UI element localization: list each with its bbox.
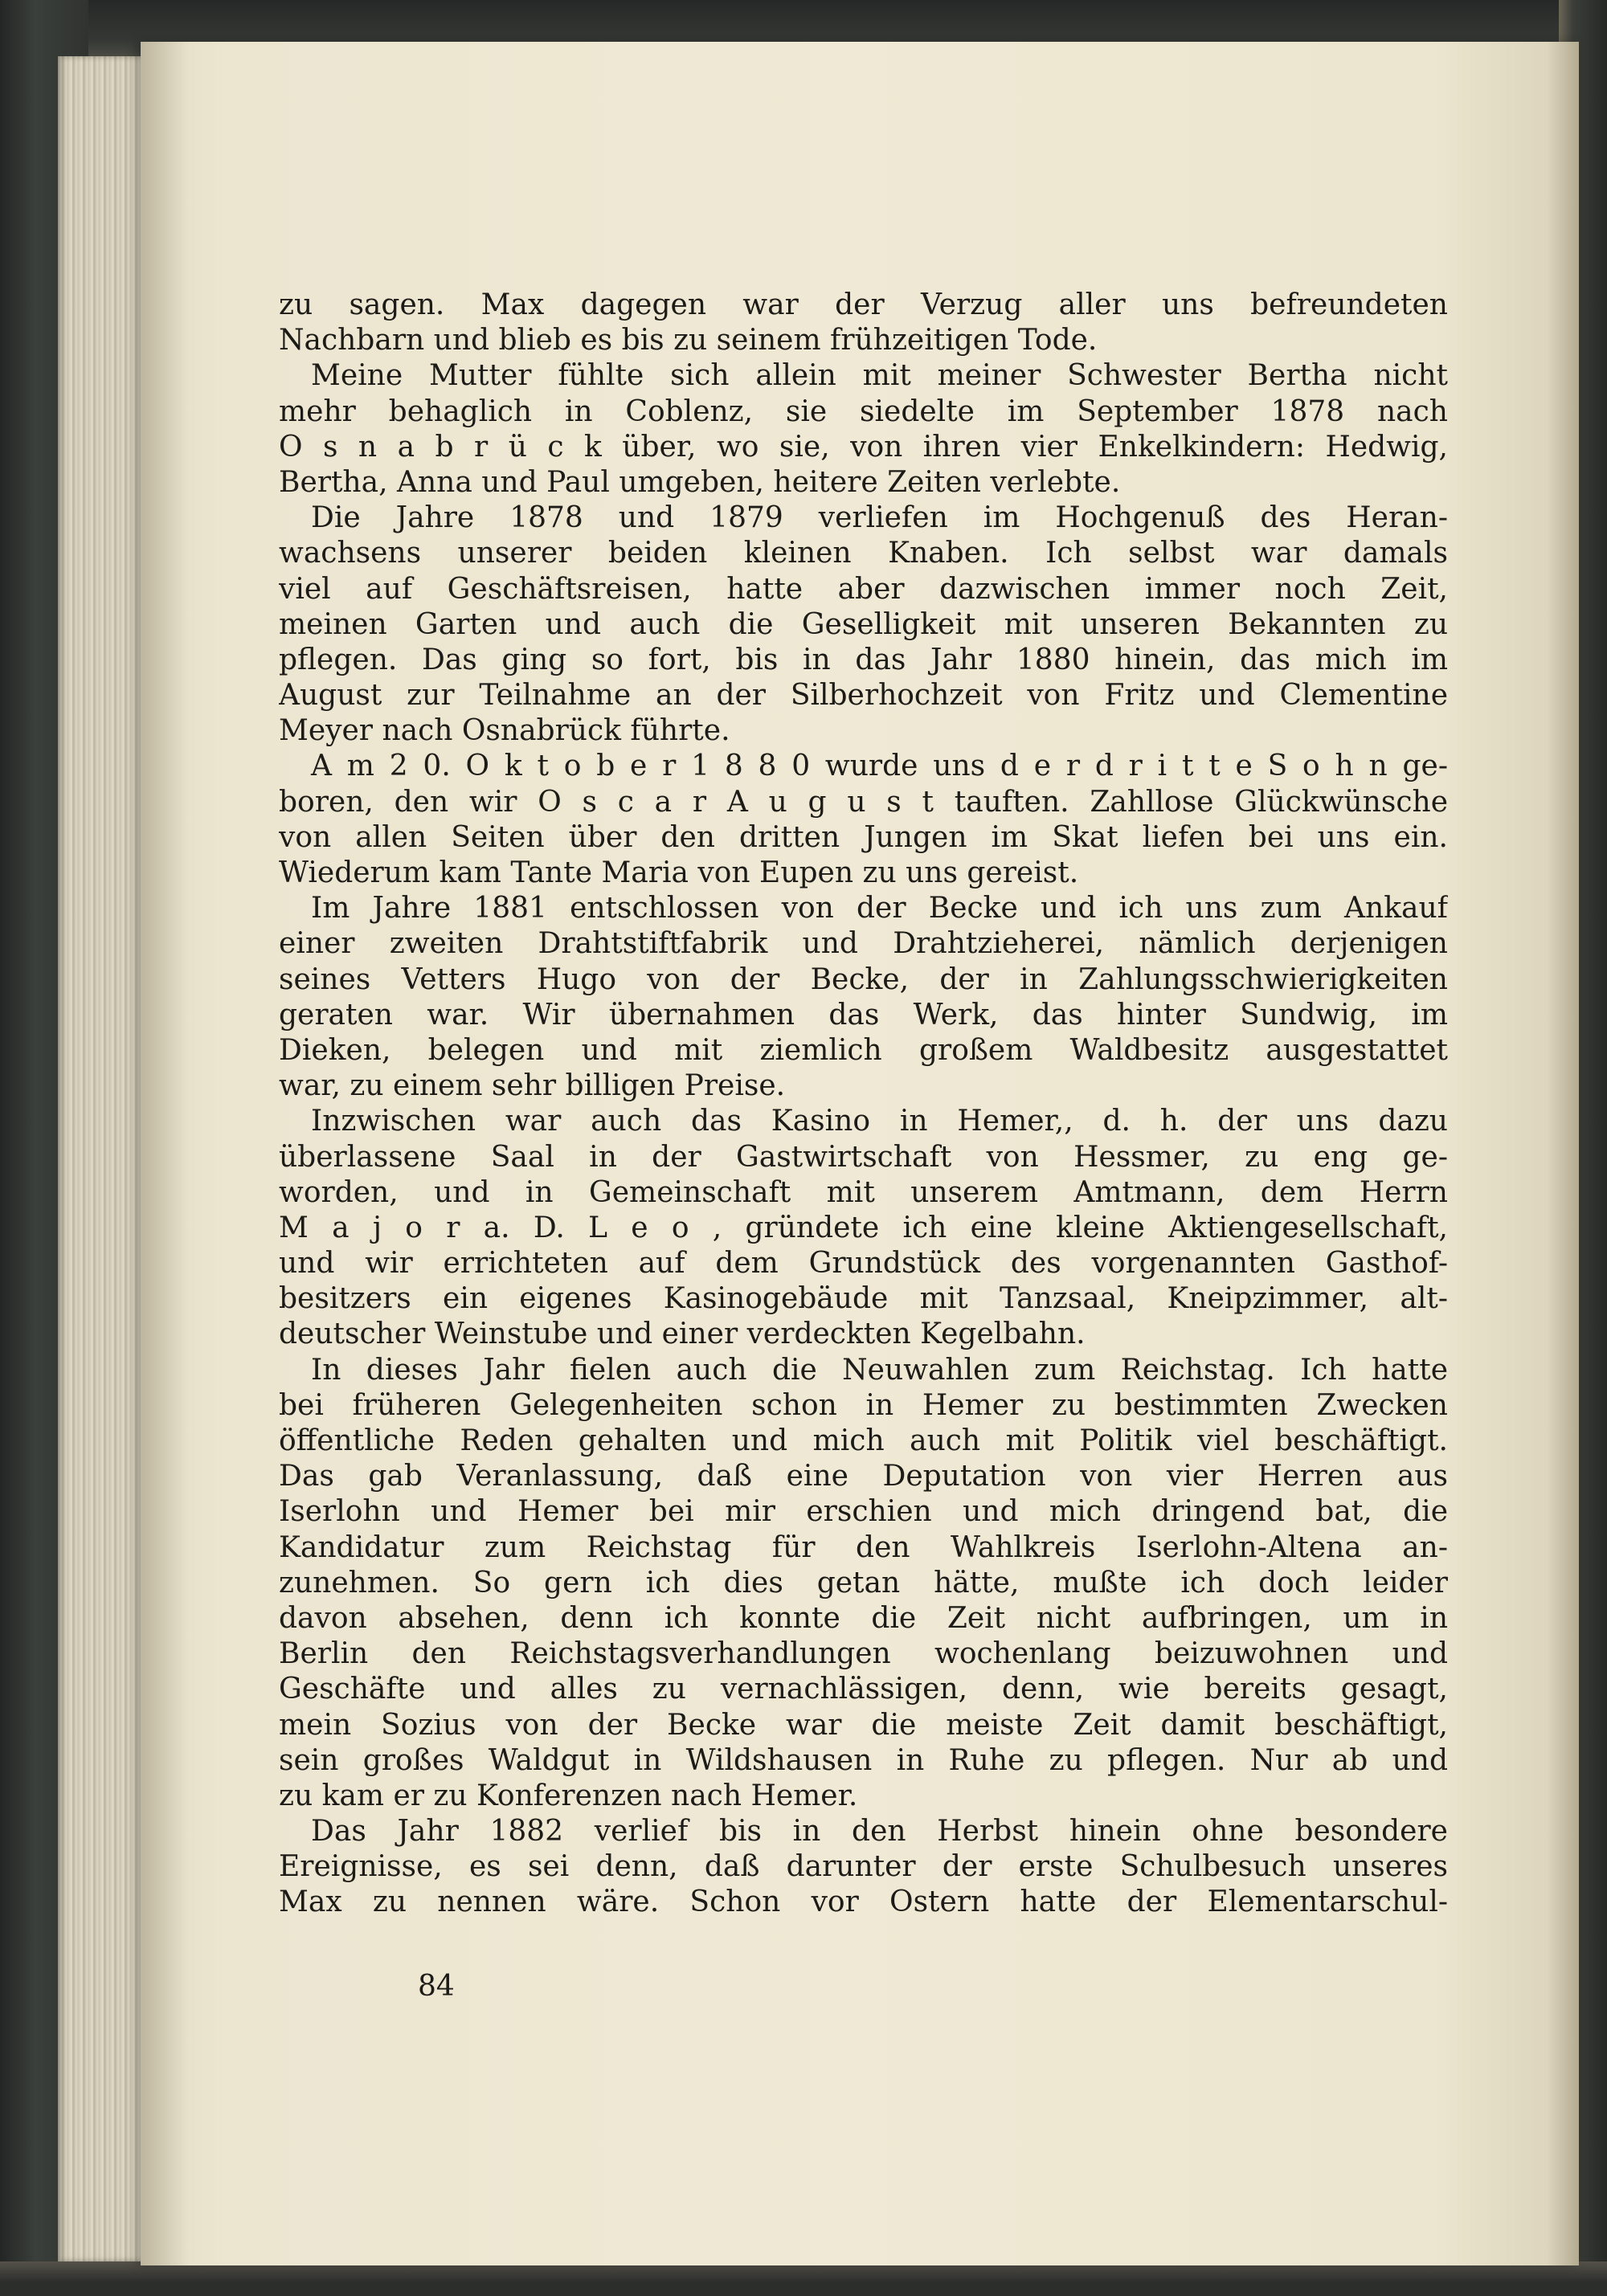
- text-line: wachsens unserer beiden kleinen Knaben. Ich selbst war damals: [279, 537, 1448, 570]
- text-line: Kandidatur zum Reichstag für den Wahlkreis Iserlohn-Altena an-: [279, 1530, 1448, 1564]
- text-line: worden, und in Gemeinschaft mit unserem Amtmann, dem Herrn: [279, 1175, 1448, 1209]
- text-line: und wir errichteten auf dem Grundstück des vorgenannten Gasthof-: [279, 1247, 1448, 1281]
- scanner-background-bottom: [0, 2261, 1607, 2296]
- text-line: seines Vetters Hugo von der Becke, der in Zahlungsschwierigkeiten: [279, 962, 1448, 996]
- text-line: davon absehen, denn ich konnte die Zeit nicht aufbringen, um in: [279, 1601, 1448, 1635]
- text-line: O s n a b r ü c k über, wo sie, von ihren vier Enkelkindern: Hedwig,: [279, 430, 1448, 464]
- text-line: zu sagen. Max dagegen war der Verzug aller uns befreundeten: [279, 288, 1448, 321]
- text-line: boren, den wir O s c a r A u g u s t tauften. Zahllose Glückwünsche: [279, 785, 1448, 819]
- page-block-edges: [58, 56, 154, 2261]
- text-line: meinen Garten und auch die Geselligkeit mit unseren Bekannten zu: [279, 607, 1448, 641]
- text-line: viel auf Geschäftsreisen, hatte aber dazwischen immer noch Zeit,: [279, 572, 1448, 606]
- text-line: Die Jahre 1878 und 1879 verliefen im Hochgenuß des Heran-: [311, 501, 1448, 535]
- text-line: öffentliche Reden gehalten und mich auch mit Politik viel beschäftigt.: [279, 1424, 1448, 1457]
- text-line: war, zu einem sehr billigen Preise.: [279, 1069, 786, 1103]
- text-line: Bertha, Anna und Paul umgeben, heitere Zeiten verlebte.: [279, 465, 1121, 499]
- text-line: deutscher Weinstube und einer verdeckten Kegelbahn.: [279, 1318, 1086, 1351]
- text-line: zunehmen. So gern ich dies getan hätte, mußte ich doch leider: [279, 1566, 1448, 1599]
- text-line: zu kam er zu Konferenzen nach Hemer.: [279, 1779, 858, 1812]
- text-line: August zur Teilnahme an der Silberhochzeit von Fritz und Clementine: [279, 679, 1448, 713]
- text-line: Meine Mutter fühlte sich allein mit meiner Schwester Bertha nicht: [311, 359, 1448, 393]
- page-number: 84: [418, 1970, 455, 2003]
- text-line: mehr behaglich in Coblenz, sie siedelte im September 1878 nach: [279, 394, 1448, 428]
- text-line: Berlin den Reichstagsverhandlungen wochenlang beizuwohnen und: [279, 1637, 1448, 1671]
- text-line: überlassene Saal in der Gastwirtschaft von Hessmer, zu eng ge-: [279, 1140, 1448, 1174]
- text-line: Max zu nennen wäre. Schon vor Ostern hatte der Elementarschul-: [279, 1885, 1448, 1919]
- text-line: bei früheren Gelegenheiten schon in Hemer zu bestimmten Zwecken: [279, 1388, 1448, 1422]
- text-line: mein Sozius von der Becke war die meiste Zeit damit beschäftigt,: [279, 1708, 1448, 1742]
- text-line: Geschäfte und alles zu vernachlässigen, denn, wie bereits gesagt,: [279, 1673, 1448, 1706]
- text-line: Das Jahr 1882 verlief bis in den Herbst hinein ohne besondere: [311, 1815, 1448, 1849]
- text-line: Dieken, belegen und mit ziemlich großem Waldbesitz ausgestattet: [279, 1033, 1448, 1067]
- text-line: Meyer nach Osnabrück führte.: [279, 714, 730, 748]
- text-line: von allen Seiten über den dritten Jungen im Skat liefen bei uns ein.: [279, 820, 1448, 854]
- text-line: Ereignisse, es sei denn, daß darunter der erste Schulbesuch unseres: [279, 1850, 1448, 1884]
- gutter-shadow: [141, 42, 189, 2265]
- text-line: pflegen. Das ging so fort, bis in das Jahr 1880 hinein, das mich im: [279, 643, 1448, 676]
- text-line: Das gab Veranlassung, daß eine Deputation von vier Herren aus: [279, 1460, 1448, 1493]
- body-text: [279, 288, 1448, 1921]
- text-line: besitzers ein eigenes Kasinogebäude mit Tanzsaal, Kneipzimmer, alt-: [279, 1282, 1448, 1316]
- text-line: geraten war. Wir übernahmen das Werk, das hinter Sundwig, im: [279, 998, 1448, 1032]
- text-line: sein großes Waldgut in Wildshausen in Ruhe zu pflegen. Nur ab und: [279, 1743, 1448, 1777]
- page-edge-shade: [1547, 42, 1579, 2265]
- text-line: Wiederum kam Tante Maria von Eupen zu uns gereist.: [279, 856, 1079, 889]
- text-line: A m 2 0. O k t o b e r 1 8 8 0 wurde uns d e r d r i t t e S o h n ge-: [311, 750, 1448, 783]
- text-line: Nachbarn und blieb es bis zu seinem frühzeitigen Tode.: [279, 324, 1098, 357]
- text-line: M a j o r a. D. L e o , gründete ich eine kleine Aktiengesellschaft,: [279, 1211, 1448, 1244]
- text-line: einer zweiten Drahtstiftfabrik und Drahtzieherei, nämlich derjenigen: [279, 927, 1448, 961]
- text-line: Iserlohn und Hemer bei mir erschien und mich dringend bat, die: [279, 1495, 1448, 1529]
- text-line: In dieses Jahr fielen auch die Neuwahlen zum Reichstag. Ich hatte: [311, 1353, 1448, 1387]
- text-line: Inzwischen war auch das Kasino in Hemer,, d. h. der uns dazu: [311, 1105, 1448, 1138]
- text-line: Im Jahre 1881 entschlossen von der Becke und ich uns zum Ankauf: [311, 892, 1448, 925]
